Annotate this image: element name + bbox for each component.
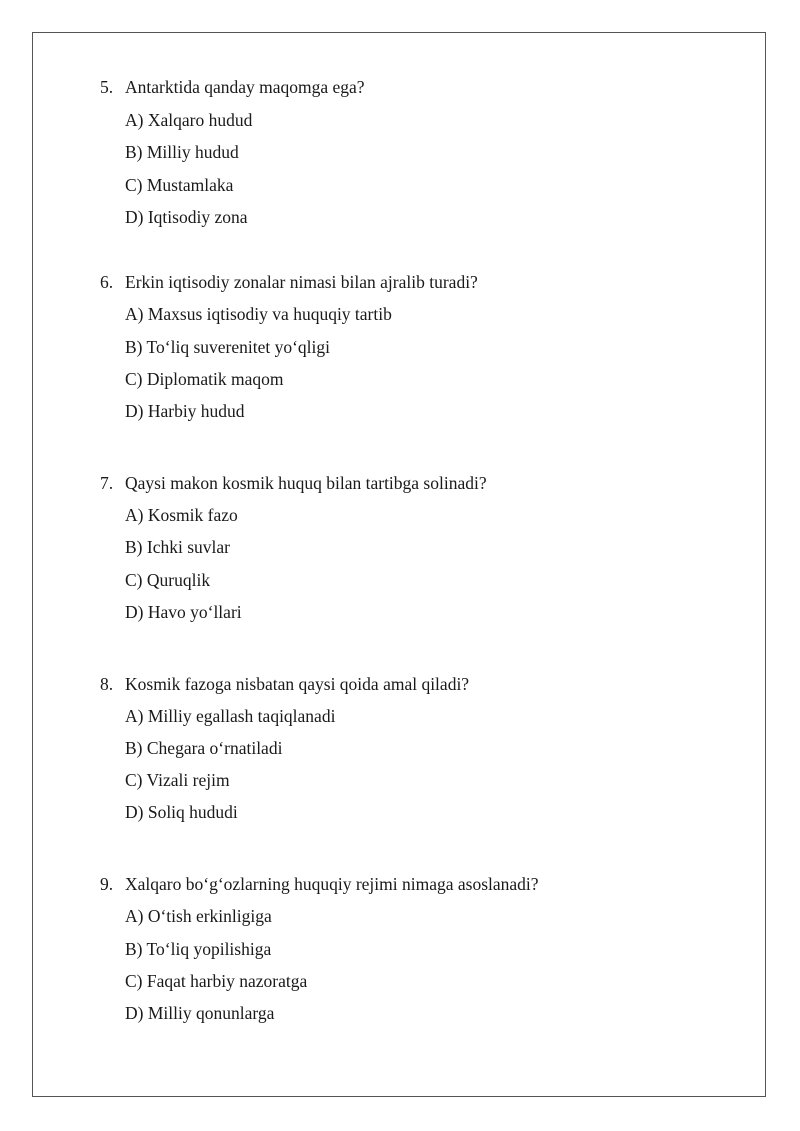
option-c: C) Vizali rejim — [125, 770, 230, 790]
option-b: B) Milliy hudud — [125, 142, 239, 162]
question-text: Qaysi makon kosmik huquq bilan tartibga solinadi? — [125, 473, 487, 493]
option-c: C) Mustamlaka — [125, 175, 234, 195]
option-d: D) Havo yo‘llari — [125, 602, 242, 622]
option-a: A) Milliy egallash taqiqlanadi — [125, 706, 336, 726]
option-d: D) Soliq hududi — [125, 802, 238, 822]
question-text: Xalqaro bo‘g‘ozlarning huquqiy rejimi nimaga asoslanadi? — [125, 874, 539, 894]
option-b: B) To‘liq yopilishiga — [125, 939, 272, 959]
option-c: C) Faqat harbiy nazoratga — [125, 971, 308, 991]
question-6 — [100, 272, 478, 292]
question-number: 9. — [100, 874, 114, 894]
option-c: C) Quruqlik — [125, 570, 211, 590]
option-a: A) Kosmik fazo — [125, 505, 238, 525]
option-a: A) Maxsus iqtisodiy va huquqiy tartib — [125, 304, 392, 324]
option-d: D) Harbiy hudud — [125, 401, 245, 421]
question-number: 5. — [100, 77, 114, 97]
option-d: D) Milliy qonunlarga — [125, 1003, 275, 1023]
question-text: Antarktida qanday maqomga ega? — [125, 77, 365, 97]
question-8 — [100, 674, 469, 694]
question-7 — [100, 473, 487, 493]
option-b: B) To‘liq suverenitet yo‘qligi — [125, 337, 331, 357]
option-c: C) Diplomatik maqom — [125, 369, 284, 389]
option-a: A) Xalqaro hudud — [125, 110, 253, 130]
question-text: Erkin iqtisodiy zonalar nimasi bilan ajralib turadi? — [125, 272, 478, 292]
question-number: 7. — [100, 473, 114, 493]
option-d: D) Iqtisodiy zona — [125, 207, 248, 227]
question-number: 6. — [100, 272, 114, 292]
option-b: B) Ichki suvlar — [125, 537, 230, 557]
question-5 — [100, 77, 365, 97]
question-9 — [100, 874, 539, 894]
question-number: 8. — [100, 674, 114, 694]
question-text: Kosmik fazoga nisbatan qaysi qoida amal qiladi? — [125, 674, 470, 694]
option-b: B) Chegara o‘rnatiladi — [125, 738, 283, 758]
option-a: A) O‘tish erkinligiga — [125, 906, 272, 926]
